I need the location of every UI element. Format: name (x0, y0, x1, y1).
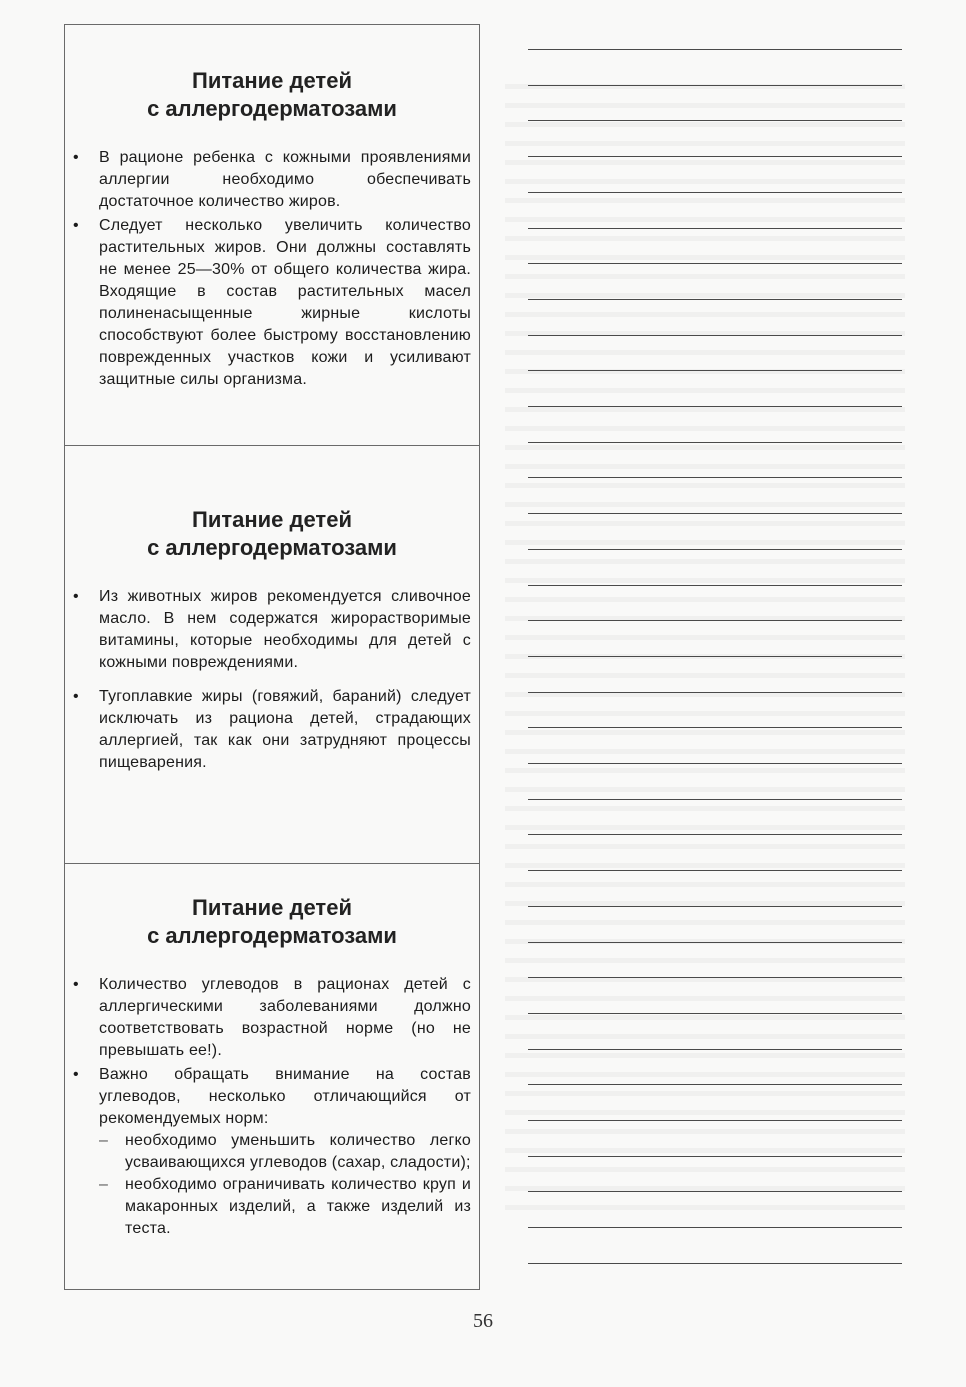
notes-line (528, 942, 902, 943)
notes-line (528, 977, 902, 978)
notes-line (528, 1227, 902, 1228)
card-bullet-list (65, 147, 479, 391)
card-sublist-item: – необходимо ограничивать количество круп и макаронных изделий, а также изделий из теста. (125, 1174, 471, 1240)
notes-line (528, 799, 902, 800)
notes-line (528, 228, 902, 229)
notes-line (528, 549, 902, 550)
notes-line (528, 442, 902, 443)
card-bullet-item: • Из животных жиров рекомендуется сливочное масло. В нем содержатся жирорастворимые витамины, которые необходимы для детей с кожными повреждениями. (99, 586, 471, 674)
card-bullet-item: • В рационе ребенка с кожными проявлениями аллергии необходимо обеспечивать достаточное количество жиров. (99, 147, 471, 213)
notes-line (528, 870, 902, 871)
notes-line (528, 49, 902, 50)
notes-line (528, 263, 902, 264)
notes-line (528, 906, 902, 907)
card-sublist-item: – необходимо уменьшить количество легко усваивающихся углеводов (сахар, сладости); (125, 1130, 471, 1174)
notes-line (528, 513, 902, 514)
card-title: Питание детей с аллергодерматозами (147, 68, 397, 121)
notes-line (528, 1156, 902, 1157)
notes-line (528, 727, 902, 728)
card-sublist (99, 1130, 471, 1240)
notes-line (528, 620, 902, 621)
notes-line (528, 1191, 902, 1192)
info-card-3 (65, 863, 479, 1291)
info-card-1 (65, 25, 479, 445)
notes-line (528, 477, 902, 478)
notes-line (528, 1263, 902, 1264)
card-bullet-list (65, 586, 479, 774)
notes-line (528, 656, 902, 657)
card-bullet-item: • Количество углеводов в рационах детей с аллергическими заболеваниями должно соответствовать возрастной норме (но не превышать ее!). (99, 974, 471, 1062)
notes-line (528, 1049, 902, 1050)
info-card-2 (65, 445, 479, 863)
card-bullet-list (65, 974, 479, 1240)
notes-lines (528, 0, 902, 1300)
notes-line (528, 834, 902, 835)
info-cards-column (64, 24, 480, 1290)
card-bullet-item (99, 1064, 471, 1240)
notes-line (528, 1084, 902, 1085)
card-title: Питание детей с аллергодерматозами (147, 507, 397, 560)
notes-line (528, 585, 902, 586)
page-number: 56 (473, 1310, 493, 1332)
notes-line (528, 370, 902, 371)
notes-line (528, 85, 902, 86)
card-title: Питание детей с аллергодерматозами (147, 895, 397, 948)
card-bullet-text: Важно обращать внимание на состав углеводов, несколько отличающийся от рекомендуемых норм: (99, 1066, 471, 1127)
notes-line (528, 763, 902, 764)
notes-line (528, 120, 902, 121)
notes-line (528, 299, 902, 300)
notes-line (528, 1120, 902, 1121)
card-bullet-item: • Следует несколько увеличить количество растительных жиров. Они должны составлять не менее 25—30% от общего количества жира. Входящие в состав растительных масел полиненасыщенные жирные кислоты способствуют более быстрому восстановлению поврежденных участков кожи и усиливают защитные силы организма. (99, 215, 471, 391)
notes-line (528, 1013, 902, 1014)
notes-line (528, 406, 902, 407)
notes-line (528, 335, 902, 336)
card-bullet-item: • Тугоплавкие жиры (говяжий, бараний) следует исключать из рациона детей, страдающих аллергией, так как они затрудняют процессы пищеварения. (99, 686, 471, 774)
notes-line (528, 692, 902, 693)
notes-line (528, 156, 902, 157)
notes-line (528, 192, 902, 193)
